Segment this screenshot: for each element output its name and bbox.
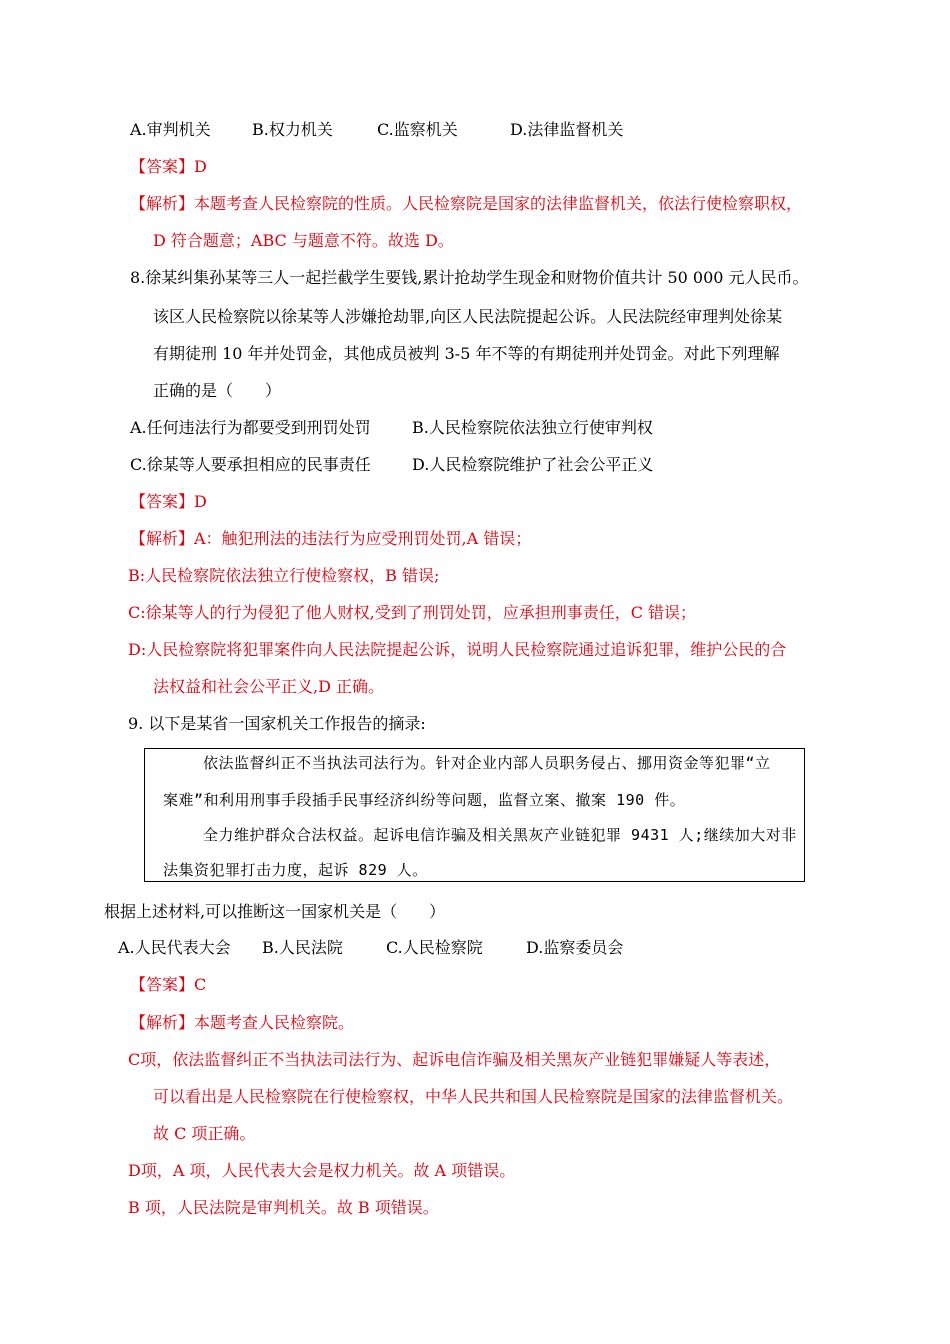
q9-analysis-line5: D项，A 项，人民代表大会是权力机关。故 A 项错误。 — [128, 1161, 516, 1180]
q9-analysis-line1: 【解析】本题考查人民检察院。 — [130, 1013, 355, 1032]
q9-box-line3: 全力维护群众合法权益。起诉电信诈骗及相关黑灰产业链犯罪 9431 人;继续加大对非 — [203, 826, 797, 844]
q9-material-box — [144, 748, 805, 882]
q9-box-line1: 依法监督纠正不当执法司法行为。针对企业内部人员职务侵占、挪用资金等犯罪“立 — [203, 754, 771, 772]
q7-analysis-line1: 【解析】本题考查人民检察院的性质。人民检察院是国家的法律监督机关，依法行使检察职权， — [130, 194, 803, 213]
q9-analysis-line3: 可以看出是人民检察院在行使检察权，中华人民共和国人民检察院是国家的法律监督机关。 — [153, 1087, 794, 1106]
q9-option-d: D.监察委员会 — [526, 938, 624, 957]
q8-analysis-line4: D:人民检察院将犯罪案件向人民法院提起公诉，说明人民检察院通过追诉犯罪，维护公民的合 — [128, 640, 787, 659]
q8-analysis-line5: 法权益和社会公平正义,D 正确。 — [153, 677, 385, 696]
q9-option-c: C.人民检察院 — [386, 938, 483, 957]
q8-stem-line2: 该区人民检察院以徐某等人涉嫌抢劫罪,向区人民法院提起公诉。人民法院经审理判处徐某 — [153, 307, 783, 326]
q9-option-b: B.人民法院 — [262, 938, 343, 957]
q9-option-a: A.人民代表大会 — [118, 938, 231, 957]
q8-option-c: C.徐某等人要承担相应的民事责任 — [130, 455, 371, 474]
q7-option-b: B.权力机关 — [252, 120, 333, 139]
q9-analysis-line4: 故 C 项正确。 — [153, 1124, 256, 1143]
q8-analysis-line3: C:徐某等人的行为侵犯了他人财权,受到了刑罚处罚，应承担刑事责任，C 错误； — [128, 603, 697, 622]
q7-option-c: C.监察机关 — [377, 120, 458, 139]
q8-stem-line4: 正确的是（ ） — [153, 381, 282, 400]
q8-answer: 【答案】D — [130, 492, 207, 511]
q8-stem-line3: 有期徒刑 10 年并处罚金，其他成员被判 3-5 年不等的有期徒刑并处罚金。对此下列理解 — [153, 344, 780, 363]
q9-box-line2: 案难”和利用刑事手段插手民事经济纠纷等问题，监督立案、撤案 190 件。 — [163, 791, 686, 809]
q8-analysis-line2: B:人民检察院依法独立行使检察权，B 错误; — [128, 566, 440, 585]
q7-option-a: A.审判机关 — [130, 120, 211, 139]
q9-analysis-line6: B 项，人民法院是审判机关。故 B 项错误。 — [128, 1198, 439, 1217]
q9-analysis-line2: C项，依法监督纠正不当执法司法行为、起诉电信诈骗及相关黑灰产业链犯罪嫌疑人等表述， — [128, 1050, 781, 1069]
q8-option-b: B.人民检察院依法独立行使审判权 — [412, 418, 653, 437]
q7-option-d: D.法律监督机关 — [510, 120, 624, 139]
q7-answer: 【答案】D — [130, 157, 207, 176]
q9-question: 根据上述材料,可以推断这一国家机关是（ ） — [104, 902, 446, 921]
q9-stem: 9. 以下是某省一国家机关工作报告的摘录: — [128, 714, 426, 733]
q9-box-line4: 法集资犯罪打击力度，起诉 829 人。 — [163, 861, 428, 879]
q9-answer: 【答案】C — [130, 975, 207, 994]
q8-analysis-line1: 【解析】A：触犯刑法的违法行为应受刑罚处罚,A 错误； — [130, 529, 532, 548]
q7-analysis-line2: D 符合题意；ABC 与题意不符。故选 D。 — [153, 231, 454, 250]
q8-option-a: A.任何违法行为都要受到刑罚处罚 — [130, 418, 371, 437]
q8-option-d: D.人民检察院维护了社会公平正义 — [412, 455, 654, 474]
q8-stem-line1: 8.徐某纠集孙某等三人一起拦截学生要钱,累计抢劫学生现金和财物价值共计 50 000 元人民币。 — [130, 268, 809, 287]
